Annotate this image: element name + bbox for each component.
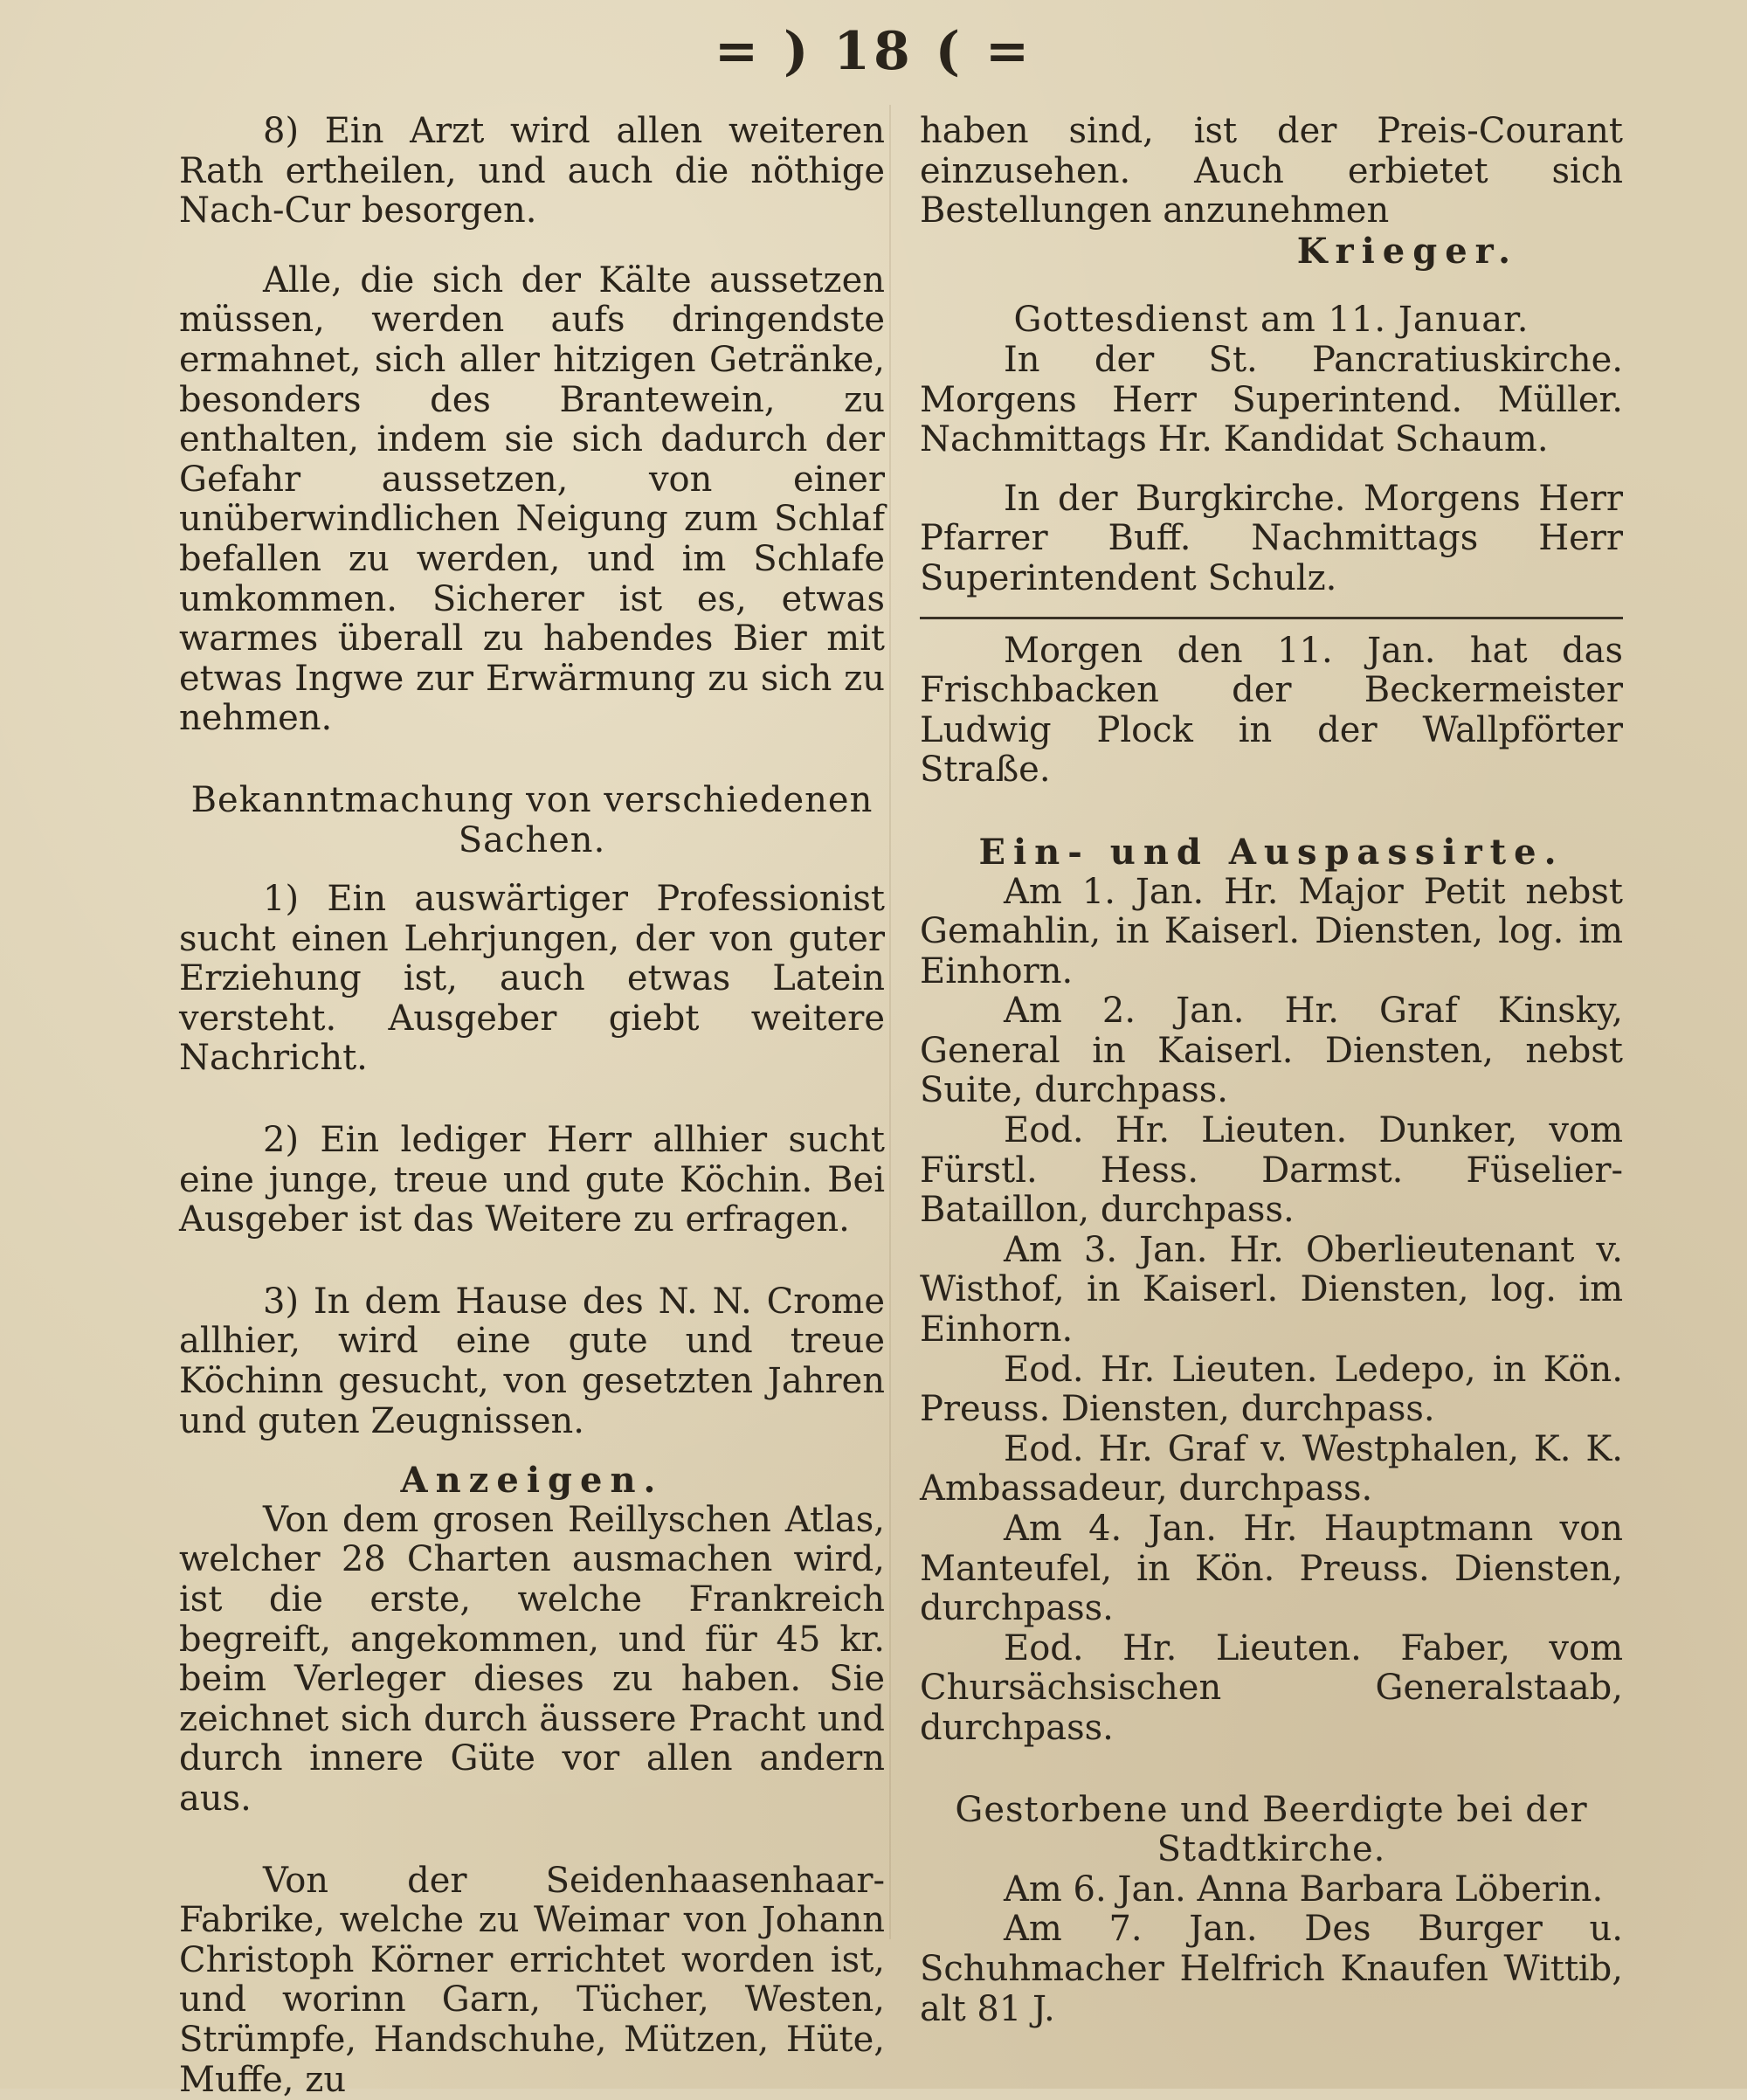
- traveler-entry-3: Eod. Hr. Lieuten. Dunker, vom Fürstl. Hess. Darmst. Füselier-Bataillon, durchpass.: [920, 1110, 1623, 1231]
- right-column: [920, 112, 1623, 2029]
- ad-silk-factory-continued: haben sind, ist der Preis-Courant einzusehen. Auch erbietet sich Bestellungen anzunehmen: [920, 111, 1623, 231]
- cold-warning-paragraph: Alle, die sich der Kälte aussetzen müssen, werden aufs dringendste ermahnet, sich aller hitzigen Getränke, besonders des Brantewein, zu enthalten, indem sie sich dadurch der Gefahr aussetzen, von einer unüberwindlichen Neigung zum Schlaf befallen zu werden, und im Schlafe umkommen. Sicherer ist es, etwas warmes überall zu habendes Bier mit etwas Ingwe zur Erwärmung zu sich zu nehmen.: [179, 259, 885, 739]
- announcement-item-1: 1) Ein auswärtiger Professionist sucht einen Lehrjungen, der von guter Erziehung ist, auch etwas Latein versteht. Ausgeber giebt weitere Nachricht.: [179, 879, 885, 1079]
- page-number-header: = ) 18 ( =: [714, 21, 1033, 82]
- death-entry-2: Am 7. Jan. Des Burger u. Schuhmacher Helfrich Knaufen Wittib, alt 81 J.: [920, 1909, 1623, 2029]
- traveler-entry-7: Am 4. Jan. Hr. Hauptmann von Manteufel, in Kön. Preuss. Diensten, durchpass.: [920, 1509, 1623, 1629]
- service-burgkirche: In der Burgkirche. Morgens Herr Pfarrer Buff. Nachmittags Herr Superintendent Schulz.: [920, 478, 1623, 598]
- traveler-entry-6: Eod. Hr. Graf v. Westphalen, K. K. Ambassadeur, durchpass.: [920, 1428, 1623, 1509]
- section-rule: [920, 617, 1623, 619]
- traveler-entry-2: Am 2. Jan. Hr. Graf Kinsky, General in Kaiserl. Diensten, nebst Suite, durchpass.: [920, 991, 1623, 1111]
- service-heading: Gottesdienst am 11. Januar.: [1013, 300, 1529, 341]
- traveler-entry-4: Am 3. Jan. Hr. Oberlieutenant v. Wisthof, in Kaiserl. Diensten, log. im Einhorn.: [920, 1229, 1623, 1350]
- left-column: [179, 112, 885, 2100]
- bakery-notice: Morgen den 11. Jan. hat das Frischbacken der Beckermeister Ludwig Plock in der Wallpförter Straße.: [920, 630, 1623, 791]
- service-pancratius: In der St. Pancratiuskirche. Morgens Herr Superintend. Müller. Nachmittags Hr. Kandidat Schaum.: [920, 339, 1623, 460]
- travelers-heading: Ein- und Auspassirte.: [978, 831, 1564, 873]
- announcement-item-3: 3) In dem Hause des N. N. Crome allhier, wird eine gute und treue Köchinn gesucht, von gesetzten Jahren und guten Zeugnissen.: [179, 1281, 885, 1441]
- traveler-entry-1: Am 1. Jan. Hr. Major Petit nebst Gemahlin, in Kaiserl. Diensten, log. im Einhorn.: [920, 871, 1623, 991]
- ad-silk-factory: Von der Seidenhaasenhaar-Fabrike, welche zu Weimar von Johann Christoph Körner errichtet worden ist, und worinn Garn, Tücher, Westen, Strümpfe, Handschuhe, Mützen, Hüte, Muffe, zu: [179, 1860, 885, 2100]
- announcement-item-2: 2) Ein lediger Herr allhier sucht eine junge, treue und gute Köchin. Bei Ausgeber ist das Weitere zu erfragen.: [179, 1120, 885, 1240]
- deaths-heading: Gestorbene und Beerdigte bei der Stadtkirche.: [955, 1789, 1588, 1870]
- death-entry-1: Am 6. Jan. Anna Barbara Löberin.: [1004, 1869, 1604, 1910]
- notice-item-8: 8) Ein Arzt wird allen weiteren Rath ertheilen, und auch die nöthige Nach-Cur besorgen.: [179, 111, 885, 231]
- column-gutter: [889, 105, 891, 1939]
- traveler-entry-5: Eod. Hr. Lieuten. Ledepo, in Kön. Preuss. Diensten, durchpass.: [920, 1349, 1623, 1430]
- announcements-heading: Bekanntmachung von verschiedenen Sachen.: [190, 779, 874, 860]
- ads-heading: Anzeigen.: [400, 1460, 664, 1502]
- traveler-entry-8: Eod. Hr. Lieuten. Faber, vom Chursächsischen Generalstaab, durchpass.: [920, 1627, 1623, 1748]
- ad-signature: Krieger.: [1296, 230, 1518, 272]
- ad-atlas: Von dem grosen Reillyschen Atlas, welcher 28 Charten ausmachen wird, ist die erste, welche Frankreich begreift, angekommen, und für 45 kr. beim Verleger dieses zu haben. Sie zeichnet sich durch äussere Pracht und durch innere Güte vor allen andern aus.: [179, 1499, 885, 1819]
